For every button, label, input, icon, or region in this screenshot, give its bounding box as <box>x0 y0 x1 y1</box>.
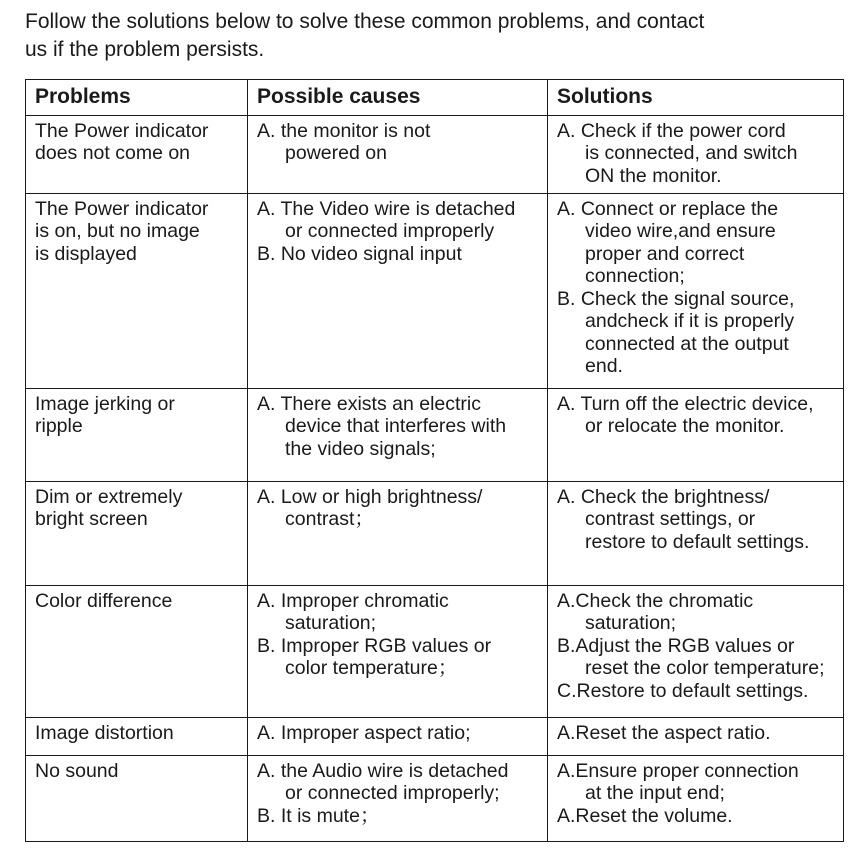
solutions-line: connection; <box>585 265 685 287</box>
causes-line: color temperature； <box>285 657 458 679</box>
causes-line: A. the monitor is not <box>257 119 431 142</box>
solutions-line: connected at the output <box>585 332 789 355</box>
problem-line: The Power indicator <box>35 119 209 142</box>
causes-line: the video signals; <box>285 437 436 460</box>
causes-line: A. the Audio wire is detached <box>257 759 509 782</box>
solutions-line: A. Turn off the electric device, <box>557 392 814 415</box>
intro-text <box>25 8 855 64</box>
solutions-line: B. Check the signal source, <box>557 287 795 310</box>
solutions-line: or relocate the monitor. <box>585 415 785 437</box>
causes-line: or connected improperly; <box>285 782 500 804</box>
problem-line: The Power indicator <box>35 197 209 220</box>
problem-line: Dim or extremely <box>35 485 183 508</box>
causes-line: A. Low or high brightness/ <box>257 485 483 508</box>
solutions-line: C.Restore to default settings. <box>557 679 809 702</box>
causes-line: or connected improperly <box>285 220 495 242</box>
problem-line: does not come on <box>35 142 191 164</box>
problem-cell <box>26 388 248 481</box>
solutions-cell <box>548 755 844 841</box>
causes-line: contrast； <box>285 508 374 530</box>
problem-line: is displayed <box>35 242 137 265</box>
causes-line: B. No video signal input <box>257 242 462 265</box>
problem-cell <box>26 481 248 585</box>
causes-cell <box>248 717 548 755</box>
problem-cell <box>26 115 248 193</box>
solutions-line: A.Check the chromatic <box>557 589 754 612</box>
solutions-cell <box>548 585 844 717</box>
intro-line-2: us if the problem persists. <box>25 38 265 61</box>
problem-line: bright screen <box>35 508 148 530</box>
causes-line: A. There exists an electric <box>257 392 481 415</box>
causes-line: A. Improper aspect ratio; <box>257 721 471 744</box>
causes-cell <box>248 388 548 481</box>
header-problems: Problems <box>26 80 248 116</box>
table-row <box>26 481 844 585</box>
solutions-cell <box>548 717 844 755</box>
causes-cell <box>248 115 548 193</box>
solutions-line: andcheck if it is properly <box>585 310 795 332</box>
solutions-cell <box>548 193 844 388</box>
problem-line: Color difference <box>35 589 173 612</box>
table-row <box>26 193 844 388</box>
causes-line: B. Improper RGB values or <box>257 634 492 657</box>
causes-line: device that interferes with <box>285 415 507 437</box>
causes-line: powered on <box>285 142 387 164</box>
causes-line: A. Improper chromatic <box>257 589 449 612</box>
causes-line: B. It is mute； <box>257 804 380 827</box>
solutions-line: contrast settings, or <box>585 508 756 530</box>
header-possible-causes: Possible causes <box>248 80 548 116</box>
solutions-cell <box>548 481 844 585</box>
causes-cell <box>248 481 548 585</box>
solutions-line: video wire,and ensure <box>585 220 776 242</box>
table-row <box>26 388 844 481</box>
causes-cell <box>248 193 548 388</box>
table-row <box>26 755 844 841</box>
problem-cell <box>26 193 248 388</box>
problem-line: is on, but no image <box>35 220 200 242</box>
problem-line: Image jerking or <box>35 392 175 415</box>
solutions-line: end. <box>585 355 623 377</box>
solutions-line: A.Reset the volume. <box>557 804 733 827</box>
intro-line-1: Follow the solutions below to solve these common problems, and contact <box>25 10 705 33</box>
solutions-line: is connected, and switch <box>585 142 798 164</box>
solutions-line: proper and correct <box>585 242 745 265</box>
solutions-line: A. Check if the power cord <box>557 119 786 142</box>
solutions-line: A. Check the brightness/ <box>557 485 770 508</box>
table-row <box>26 717 844 755</box>
problem-cell <box>26 717 248 755</box>
problem-cell <box>26 755 248 841</box>
problem-line: No sound <box>35 759 119 782</box>
solutions-line: A.Ensure proper connection <box>557 759 799 782</box>
problem-line: ripple <box>35 415 83 437</box>
solutions-line: B.Adjust the RGB values or <box>557 634 795 657</box>
solutions-line: reset the color temperature; <box>585 657 825 679</box>
causes-line: saturation; <box>285 612 377 634</box>
header-solutions: Solutions <box>548 80 844 116</box>
solutions-line: at the input end; <box>585 782 725 804</box>
causes-cell <box>248 585 548 717</box>
causes-line: A. The Video wire is detached <box>257 197 516 220</box>
solutions-line: restore to default settings. <box>585 530 810 553</box>
solutions-line: A. Connect or replace the <box>557 197 779 220</box>
troubleshooting-table <box>25 79 844 842</box>
solutions-cell <box>548 115 844 193</box>
solutions-line: ON the monitor. <box>585 164 722 187</box>
problem-cell <box>26 585 248 717</box>
solutions-cell <box>548 388 844 481</box>
problem-line: Image distortion <box>35 721 174 744</box>
causes-cell <box>248 755 548 841</box>
table-row <box>26 115 844 193</box>
solutions-line: saturation; <box>585 612 677 634</box>
table-row <box>26 585 844 717</box>
table-header-row <box>26 80 844 116</box>
solutions-line: A.Reset the aspect ratio. <box>557 721 771 744</box>
